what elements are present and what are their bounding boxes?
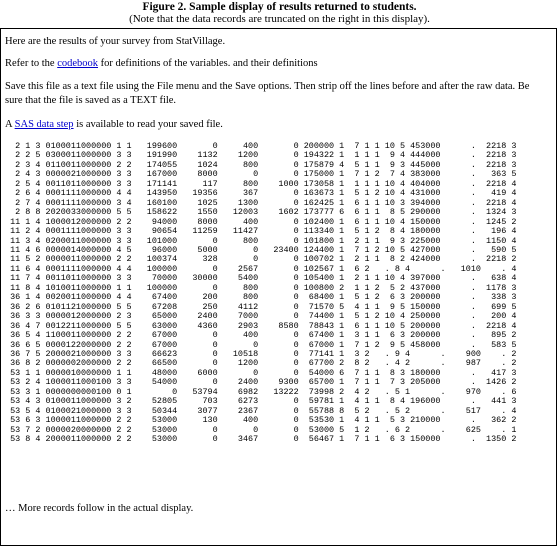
intro-text: Here are the results of your survey from StatVillage. xyxy=(5,36,226,47)
data-record: 11 6 4 0001111000000 4 4 100000 0 2567 0 102567 1 6 2 . 8 4 . 1010 . 4 xyxy=(5,263,517,274)
sas-note xyxy=(5,118,545,132)
data-record: 2 7 4 0001111000000 3 4 160100 1025 1300 0 162425 1 6 1 1 10 3 394000 . 2218 4 xyxy=(5,197,517,208)
data-record: 11 8 4 1010011000000 1 1 100000 0 800 0 100800 2 1 1 2 5 2 437000 . 1178 3 xyxy=(5,282,517,293)
data-record: 2 8 8 2020033000000 5 5 158622 1550 12003 1602 173777 6 6 1 1 8 5 290000 . 1324 3 xyxy=(5,207,517,218)
results-display xyxy=(0,28,557,546)
sas-note-after: is available to read your saved file. xyxy=(73,119,223,130)
data-record: 53 8 4 2000011000000 2 2 53000 0 3467 0 56467 1 7 1 1 6 3 150000 . 1350 2 xyxy=(5,434,517,445)
data-record: 53 1 1 0000010000000 1 1 48000 6000 0 0 54000 6 7 1 1 8 3 180000 . 417 3 xyxy=(5,367,517,378)
data-record: 2 5 4 0011011000000 3 3 171141 117 800 1000 173058 1 1 1 1 10 4 404000 . 2218 4 xyxy=(5,178,517,189)
data-record: 53 7 2 0000020000000 2 2 53000 0 0 0 53000 5 1 2 . 6 2 . 625 . 1 xyxy=(5,424,517,435)
data-record: 2 6 4 0001111000000 4 4 143950 19356 367 0 163673 1 5 1 2 10 4 431000 . 419 4 xyxy=(5,188,517,199)
codebook-note xyxy=(5,57,545,71)
data-record: 11 3 4 0200011000000 3 3 101000 0 800 0 101800 1 2 1 1 9 3 225000 . 1150 4 xyxy=(5,235,517,246)
codebook-link[interactable]: codebook xyxy=(57,58,99,69)
data-record: 53 2 4 1000011000100 3 3 54000 0 2400 9300 65700 1 7 1 1 7 3 205000 . 1426 2 xyxy=(5,377,517,388)
data-record: 36 3 3 0000012000000 2 3 65000 2400 7000 0 74400 1 5 1 2 10 4 250000 . 200 4 xyxy=(5,311,517,322)
data-record: 53 5 4 0100021000000 3 3 50344 3077 2367 0 55788 8 5 2 . 5 2 . 517 . 4 xyxy=(5,405,517,416)
data-record: 53 3 1 0000000000100 0 1 0 53794 6982 13222 73998 2 4 2 . 5 1 . 970 . 6 xyxy=(5,386,517,397)
figure-title: Figure 2. Sample display of results returned to students. xyxy=(142,1,417,13)
data-record: 11 4 6 0000014000000 4 5 96000 5000 0 23400 124400 1 7 1 2 10 5 427000 . 590 5 xyxy=(5,244,517,255)
sas-note-before: A xyxy=(5,119,15,130)
data-record: 36 6 5 0000122000000 2 2 67000 0 0 0 67000 1 7 1 2 9 5 458000 . 583 5 xyxy=(5,339,517,350)
sas-data-step-link[interactable]: SAS data step xyxy=(14,119,74,130)
data-record: 53 6 3 1000011000000 2 2 53000 130 400 0 53530 1 4 1 1 5 3 210000 . 362 2 xyxy=(5,415,517,426)
codebook-note-after: for definitions of the variables. and their definitions xyxy=(98,58,318,69)
data-record: 11 7 4 0011011000000 3 3 70000 30000 5400 0 105400 1 2 1 1 10 4 397000 . 638 4 xyxy=(5,273,517,284)
data-record: 36 8 2 0000002000000 2 2 66500 0 1200 0 67700 2 8 2 . 4 2 . 987 . 2 xyxy=(5,358,517,369)
data-record: 2 4 3 0000021000000 3 3 167000 8000 0 0 175000 1 7 1 2 7 4 383000 . 363 5 xyxy=(5,169,517,180)
data-record: 36 1 4 0020011000000 4 4 67400 200 800 0 68400 1 5 1 2 6 3 200000 . 338 3 xyxy=(5,292,517,303)
figure-caption xyxy=(0,0,559,28)
data-record: 11 5 2 0000011000000 2 2 100374 328 0 0 100702 1 2 1 1 8 2 424000 . 2218 2 xyxy=(5,254,517,265)
codebook-note-before: Refer to the xyxy=(5,58,58,69)
data-record: 53 4 3 0100011000000 3 2 52805 703 6273 0 59781 1 4 1 1 8 4 196000 . 441 3 xyxy=(5,396,517,407)
figure-subtitle: (Note that the data records are truncated on the right in this display). xyxy=(129,13,430,25)
save-instructions: Save this file as a text file using the File menu and the Save options. Then strip off the lines before and after the raw data. Be sure that the file is saved as a TEXT file. xyxy=(5,81,530,106)
footer-note: … More records follow in the actual display. xyxy=(5,503,194,514)
raw-data-records xyxy=(5,142,555,445)
data-record: 11 1 4 1000012000000 2 2 94000 8000 400 0 102400 1 6 1 1 10 4 150000 . 1245 2 xyxy=(5,216,517,227)
data-record: 36 5 4 1100011000000 2 2 67000 0 400 0 67400 1 3 1 1 6 3 200000 . 895 2 xyxy=(5,330,517,341)
data-record: 36 4 7 0012211000000 5 5 63000 4360 2903 8580 78843 1 6 1 1 10 5 200000 . 2218 4 xyxy=(5,320,517,331)
data-record: 2 1 3 0100011000000 1 1 199600 0 400 0 200000 1 7 1 1 10 5 453000 . 2218 3 xyxy=(5,142,517,151)
data-record: 36 2 6 0101121000000 5 5 67208 250 4112 0 71570 5 4 1 1 9 5 150000 . 699 5 xyxy=(5,301,517,312)
data-record: 11 2 4 0001111000000 3 3 90654 11259 11427 0 113340 1 5 1 2 8 4 180000 . 196 4 xyxy=(5,226,517,237)
data-record: 2 2 5 0300011000000 3 3 191990 1132 1200 0 194322 1 1 1 1 9 4 444000 . 2218 3 xyxy=(5,150,517,161)
data-record: 36 7 5 2000021000000 3 3 66623 0 10518 0 77141 1 3 2 . 9 4 . 900 . 2 xyxy=(5,348,517,359)
data-record: 2 3 4 0110011000000 2 2 174055 1024 800 0 175879 4 5 1 1 9 3 445000 . 2218 3 xyxy=(5,159,517,170)
